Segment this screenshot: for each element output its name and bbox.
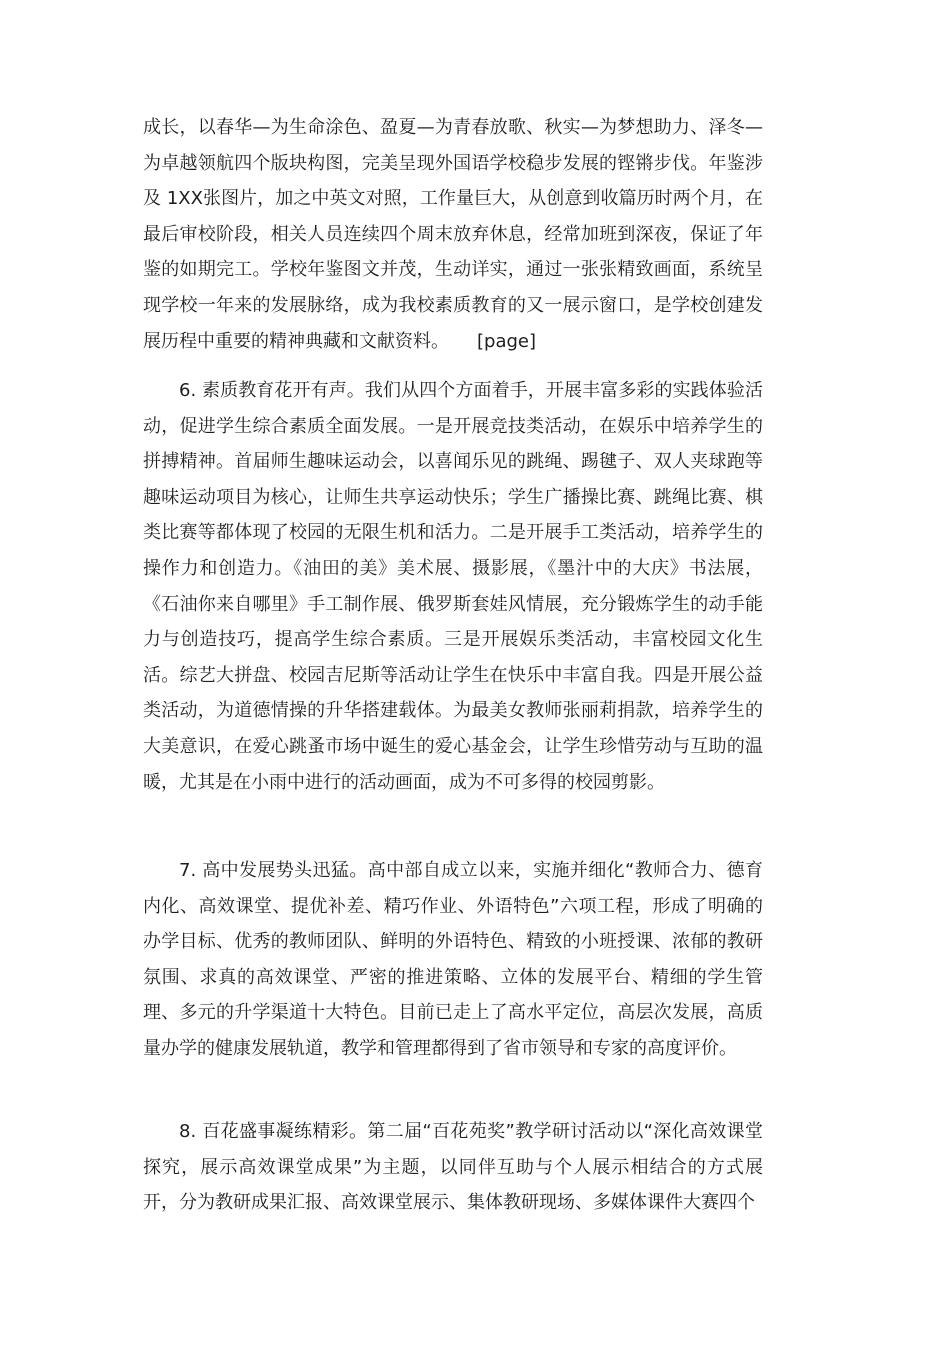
paragraph-item-7 (143, 853, 763, 1067)
paragraph-text: 成长，以春华—为生命涂色、盈夏—为青春放歌、秋实—为梦想助力、泽冬—为卓越领航四个版块构图，完美呈现外国语学校稳步发展的铿锵步伐。年鉴涉及 1XX张图片，加之中英文对照，工作量巨大，从创意到收篇历时两个月，在最后审校阶段，相关人员连续四个周末放弃休息，经常加班到深夜，保证了年鉴的如期完工。学校年鉴图文并茂，生动详实，通过一张张精致画面，系统呈现学校一年来的发展脉络，成为我校素质教育的又一展示窗口，是学校创建发展历程中重要的精神典藏和文献资料。 (143, 117, 763, 352)
paragraph-item-6 (143, 373, 763, 800)
paragraph-text: 7. 高中发展势头迅猛。高中部自成立以来，实施并细化“教师合力、德育内化、高效课堂、提优补差、精巧作业、外语特色”六项工程，形成了明确的办学目标、优秀的教师团队、鲜明的外语特色、精致的小班授课、浓郁的教研氛围、求真的高效课堂、严密的推进策略、立体的发展平台、精细的学生管理、多元的升学渠道十大特色。目前已走上了高水平定位，高层次发展，高质量办学的健康发展轨道，教学和管理都得到了省市领导和专家的高度评价。 (143, 860, 763, 1059)
page-break-marker: [page] (477, 330, 537, 352)
paragraph-item-8 (143, 1114, 763, 1221)
paragraph-text: 8. 百花盛事凝练精彩。第二届“百花苑奖”教学研讨活动以“深化高效课堂探究，展示高效课堂成果”为主题，以同伴互助与个人展示相结合的方式展开，分为教研成果汇报、高效课堂展示、集体教研现场、多媒体课件大赛四个 (143, 1121, 763, 1214)
paragraph-text: 6. 素质教育花开有声。我们从四个方面着手，开展丰富多彩的实践体验活动，促进学生综合素质全面发展。一是开展竞技类活动，在娱乐中培养学生的拼搏精神。首届师生趣味运动会，以喜闻乐见的跳绳、踢毽子、双人夹球跑等趣味运动项目为核心，让师生共享运动快乐；学生广播操比赛、跳绳比赛、棋类比赛等都体现了校园的无限生机和活力。二是开展手工类活动，培养学生的操作力和创造力。《油田的美》美术展、摄影展，《墨汁中的大庆》书法展，《石油你来自哪里》手工制作展、俄罗斯套娃风情展，充分锻炼学生的动手能力与创造技巧，提高学生综合素质。三是开展娱乐类活动，丰富校园文化生活。综艺大拼盘、校园吉尼斯等活动让学生在快乐中丰富自我。四是开展公益类活动，为道德情操的升华搭建载体。为最美女教师张丽莉捐款，培养学生的大美意识，在爱心跳蚤市场中诞生的爱心基金会，让学生珍惜劳动与互助的温暖，尤其是在小雨中进行的活动画面，成为不可多得的校园剪影。 (143, 380, 763, 793)
paragraph-continuation (143, 110, 763, 359)
